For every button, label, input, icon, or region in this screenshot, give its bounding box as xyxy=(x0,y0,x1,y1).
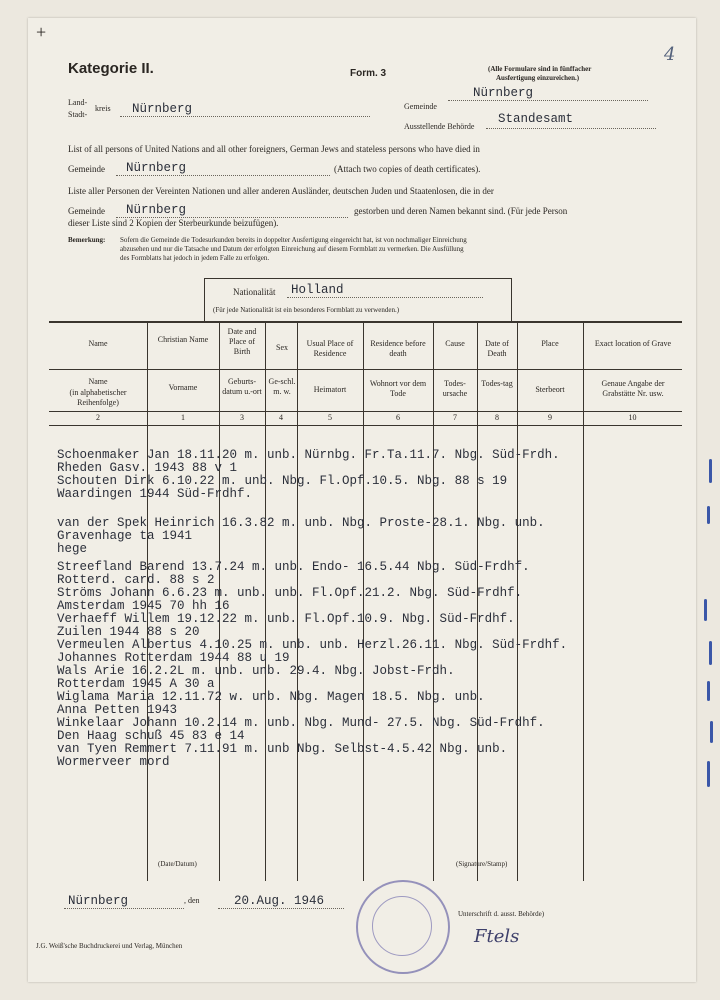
col-1-en: Name xyxy=(88,339,108,348)
blue-pencil-mark xyxy=(704,599,707,621)
form-note-1: (Alle Formulare sind in fünffacher xyxy=(488,65,592,73)
typed-line: Den Haag schuß 45 83 e 14 xyxy=(57,729,245,743)
col-divider-8 xyxy=(517,321,518,881)
landkreis-value: Nürnberg xyxy=(132,102,193,116)
col-10-de: Genaue Angabe der Grabstätte Nr. usw. xyxy=(601,379,665,398)
handwritten-signature: Ftels xyxy=(474,926,520,947)
typed-line: Ströms Johann 6.6.23 m. unb. unb. Fl.Opf.21.2. Nbg. Süd-Frdhf. xyxy=(57,586,523,600)
col-5-num: 5 xyxy=(328,413,332,422)
form-sheet xyxy=(28,18,696,982)
intro-en-dotline xyxy=(116,175,330,176)
intro-en-gemeinde-value: Nürnberg xyxy=(126,161,187,175)
behoerde-label: Ausstellende Behörde xyxy=(404,122,475,131)
typed-line: Amsterdam 1945 70 hh 16 xyxy=(57,599,230,613)
col-5-de: Heimatort xyxy=(313,385,347,394)
nationality-box xyxy=(204,278,512,322)
blue-pencil-mark xyxy=(707,506,710,524)
nationality-dotline xyxy=(287,297,483,298)
corner-mark-left: + xyxy=(36,22,47,42)
col-4-num: 4 xyxy=(279,413,283,422)
col-10-en: Exact location of Grave xyxy=(594,339,672,348)
col-divider-3 xyxy=(265,321,266,881)
date-dotline xyxy=(218,908,344,909)
landkreis-label-1: Land- xyxy=(68,98,88,107)
col-9-num: 9 xyxy=(548,413,552,422)
col-9-en: Place xyxy=(541,339,559,348)
blue-pencil-mark xyxy=(709,641,712,665)
form-note-2: Ausfertigung einzureichen.) xyxy=(496,74,580,82)
col-3-en: Date and Place of Birth xyxy=(227,327,257,356)
typed-line: van Tyen Remmert 7.11.91 m. unb Nbg. Selbst-4.5.42 Nbg. unb. xyxy=(57,742,508,756)
table-top-rule xyxy=(49,321,682,323)
header-rule-3 xyxy=(49,425,682,426)
typed-line: Rheden Gasv. 1943 88 v 1 xyxy=(57,461,238,475)
behoerde-dotline xyxy=(486,128,656,129)
col-divider-4 xyxy=(297,321,298,881)
intro-de-line-1: Liste aller Personen der Vereinten Nationen und aller anderen Ausländer, deutschen Juden und Staatenlosen, die in der xyxy=(68,186,494,196)
nationality-value: Holland xyxy=(291,283,344,297)
footer-den-label: , den xyxy=(184,896,200,905)
nationality-label: Nationalität xyxy=(233,287,276,297)
typed-line: Vermeulen Albertus 4.10.25 m. unb. unb. Herzl.26.11. Nbg. Süd-Frdhf. xyxy=(57,638,568,652)
col-3-de: Geburts-datum u.-ort xyxy=(222,377,262,396)
intro-en-gemeinde-label: Gemeinde xyxy=(68,164,105,174)
typed-line: Wals Arie 16.2.2L m. unb. unb. 29.4. Nbg. Jobst-Frdh. xyxy=(57,664,455,678)
landkreis-label-2: Stadt- xyxy=(68,110,88,119)
intro-de-gemeinde-label: Gemeinde xyxy=(68,206,105,216)
typed-line: hege xyxy=(57,542,88,556)
footer-date: 20.Aug. 1946 xyxy=(234,894,325,908)
col-7-num: 7 xyxy=(453,413,457,422)
col-divider-6 xyxy=(433,321,434,881)
typed-line: Wiglama Maria 12.11.72 w. unb. Nbg. Magen 18.5. Nbg. unb. xyxy=(57,690,485,704)
typed-line: Schouten Dirk 6.10.22 m. unb. Nbg. Fl.Opf.10.5. Nbg. 88 s 19 xyxy=(57,474,508,488)
col-7-de: Todes-ursache xyxy=(442,379,468,398)
landkreis-label-3: kreis xyxy=(95,104,111,113)
typed-line: Rotterdam 1945 A 30 a xyxy=(57,677,215,691)
col-2-en: Christian Name xyxy=(157,335,209,344)
col-4-en: Sex xyxy=(276,343,288,352)
intro-en-line-1: List of all persons of United Nations and all other foreigners, German Jews and stateless persons who have died in xyxy=(68,144,480,154)
blue-pencil-mark xyxy=(707,761,710,787)
place-dotline xyxy=(64,908,184,909)
behoerde-value: Standesamt xyxy=(498,112,574,126)
intro-de-line-3: dieser Liste sind 2 Kopien der Sterbeurkunde beizufügen). xyxy=(68,218,279,228)
typed-line: Waardingen 1944 Süd-Frdhf. xyxy=(57,487,253,501)
col-8-en: Date of Death xyxy=(485,339,509,358)
date-caption: (Date/Datum) xyxy=(158,860,197,868)
col-10-num: 10 xyxy=(628,413,637,422)
col-6-en: Residence before death xyxy=(370,339,426,358)
typed-line: Streefland Barend 13.7.24 m. unb. Endo- 16.5.44 Nbg. Süd-Frdhf. xyxy=(57,560,530,574)
blue-pencil-mark xyxy=(707,681,710,701)
col-4-de: Ge-schl. m. w. xyxy=(268,377,296,396)
header-rule-2 xyxy=(49,411,682,412)
typed-line: Verhaeff Willem 19.12.22 m. unb. Fl.Opf.10.9. Nbg. Süd-Frdhf. xyxy=(57,612,515,626)
behoerde-signature-caption: Unterschrift d. ausst. Behörde) xyxy=(458,910,545,918)
footer-place: Nürnberg xyxy=(68,894,129,908)
blue-pencil-mark xyxy=(709,459,712,483)
typed-line: Wormerveer mord xyxy=(57,755,170,769)
category-title: Kategorie II. xyxy=(68,60,154,77)
col-8-num: 8 xyxy=(495,413,499,422)
nationality-note: (Für jede Nationalität ist ein besonderes Formblatt zu verwenden.) xyxy=(213,306,400,314)
typed-line: Schoenmaker Jan 18.11.20 m. unb. Nürnbg. Fr.Ta.11.7. Nbg. Süd-Frdh. xyxy=(57,448,560,462)
col-1-de: Name xyxy=(88,377,108,386)
gemeinde-dotline xyxy=(448,100,648,101)
typed-line: Zuilen 1944 88 s 20 xyxy=(57,625,200,639)
remark-line-1: Sofern die Gemeinde die Todesurkunden bereits in doppelter Ausfertigung eingereicht hat, ist von nochmaliger Einreichung xyxy=(120,236,467,244)
printer-imprint: J.G. Weiß'sche Buchdruckerei und Verlag, München xyxy=(36,942,183,950)
signature-caption: (Signature/Stamp) xyxy=(456,860,508,868)
col-5-en: Usual Place of Residence xyxy=(306,339,354,358)
gemeinde-value: Nürnberg xyxy=(473,86,534,100)
col-divider-5 xyxy=(363,321,364,881)
col-1-num: 1 xyxy=(181,413,185,422)
col-divider-9 xyxy=(583,321,584,881)
typed-line: Anna Petten 1943 xyxy=(57,703,178,717)
remark-line-3: des Formblatts hat jedoch in jedem Falle zu erfolgen. xyxy=(120,254,270,262)
typed-line: van der Spek Heinrich 16.3.82 m. unb. Nbg. Proste-28.1. Nbg. unb. xyxy=(57,516,545,530)
landkreis-dotline xyxy=(120,116,370,117)
gemeinde-label: Gemeinde xyxy=(404,102,437,111)
intro-de-line-2: gestorben und deren Namen bekannt sind. (Für jede Person xyxy=(354,206,568,216)
remark-line-2: abzusehen und nur die Tatsache und Datum der erfolgten Einreichung auf diesem Formblatt zu vermerken. Die Ausfüllung xyxy=(120,245,464,253)
official-stamp xyxy=(356,880,450,974)
header-rule-1 xyxy=(49,369,682,370)
form-number: Form. 3 xyxy=(350,68,387,79)
col-3-num: 3 xyxy=(240,413,244,422)
corner-mark-right: 4 xyxy=(664,44,676,65)
typed-line: Johannes Rotterdam 1944 88 u 19 xyxy=(57,651,290,665)
col-2-num: 2 xyxy=(96,413,100,422)
col-7-en: Cause xyxy=(445,339,465,348)
col-divider-7 xyxy=(477,321,478,881)
intro-de-gemeinde-value: Nürnberg xyxy=(126,203,187,217)
typed-line: Rotterd. card. 88 s 2 xyxy=(57,573,215,587)
deaths-table xyxy=(49,321,682,881)
col-6-de: Wohnort vor dem Tode xyxy=(369,379,427,398)
blue-pencil-mark xyxy=(710,721,713,743)
col-2-de: Vorname xyxy=(168,383,198,392)
intro-en-line-2: (Attach two copies of death certificates). xyxy=(334,164,481,174)
col-6-num: 6 xyxy=(396,413,400,422)
typed-line: Winkelaar Johann 10.2.14 m. unb. Nbg. Mund- 27.5. Nbg. Süd-Frdhf. xyxy=(57,716,545,730)
typed-line: Gravenhage ta 1941 xyxy=(57,529,193,543)
col-8-de: Todes-tag xyxy=(481,379,513,388)
remark-label: Bemerkung: xyxy=(68,236,106,244)
col-1-de-sub: (in alphabetischer Reihenfolge) xyxy=(69,388,127,407)
col-9-de: Sterbeort xyxy=(535,385,565,394)
